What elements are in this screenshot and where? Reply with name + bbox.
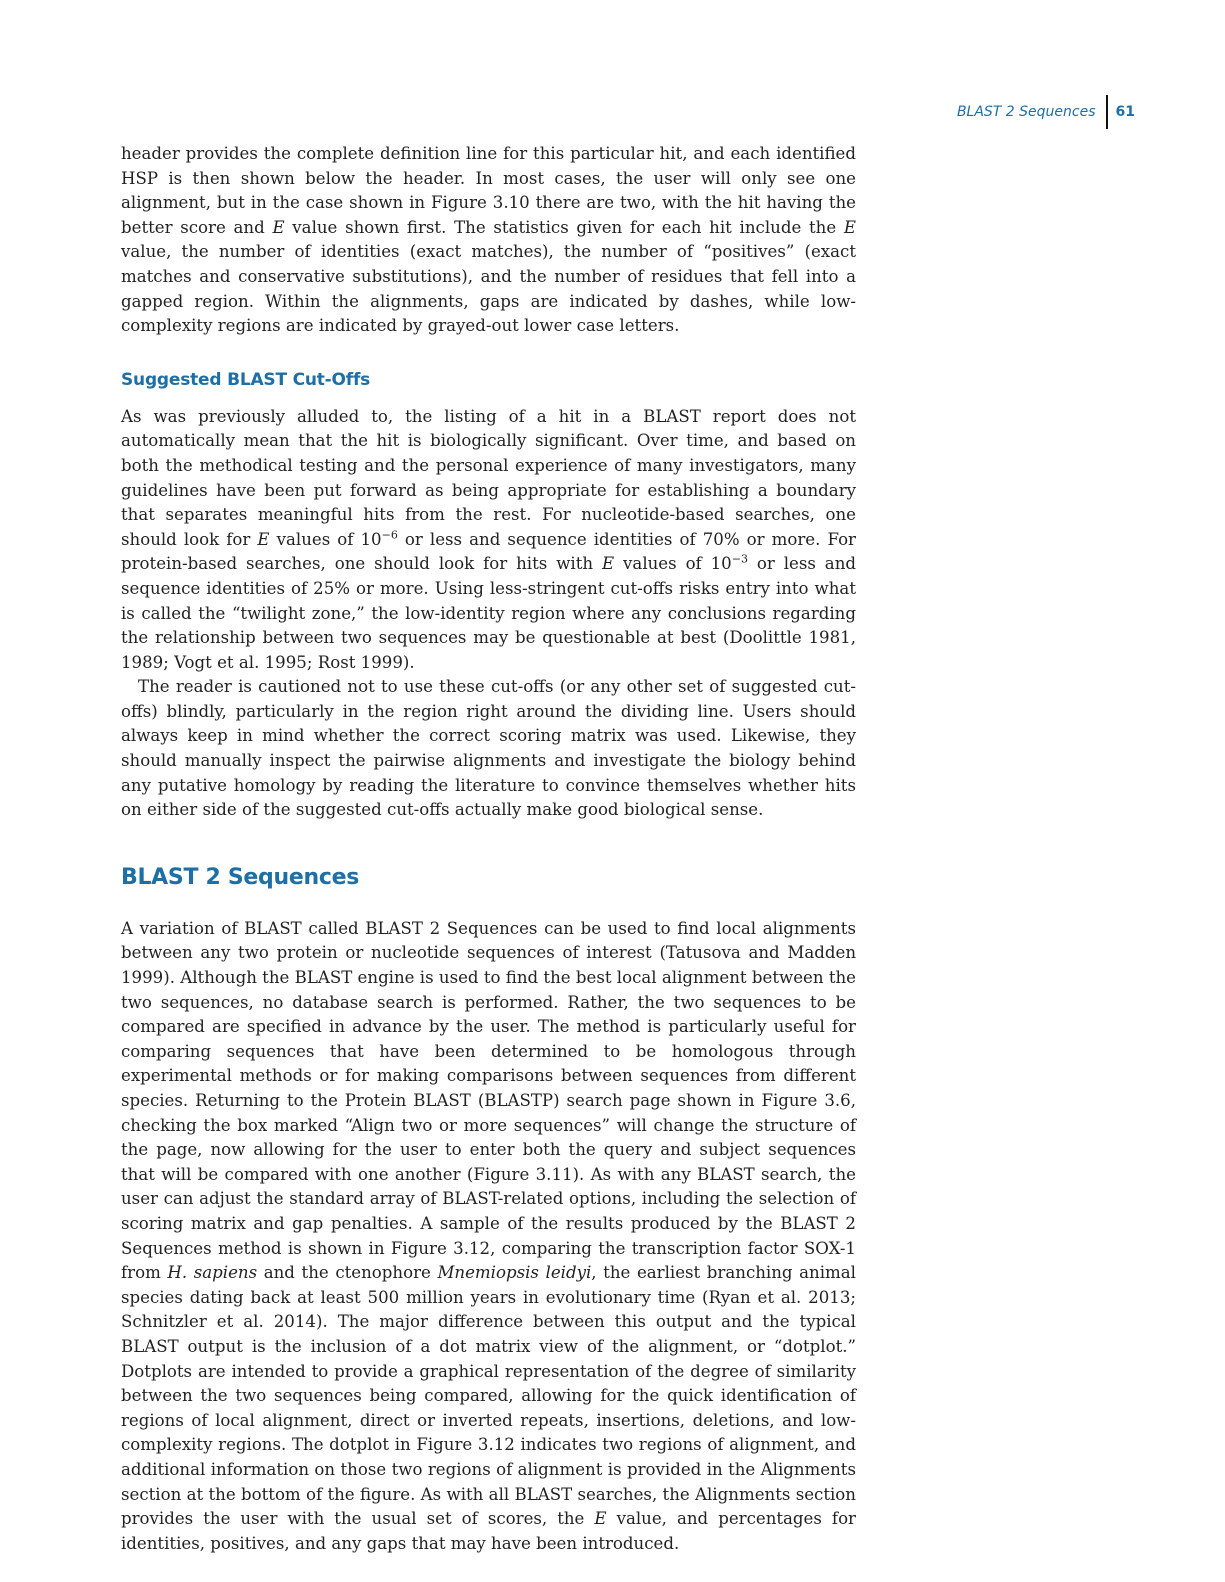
page-body <box>121 142 856 1556</box>
paragraph-blast2: A variation of BLAST called BLAST 2 Sequences can be used to find local alignments between any two protein or nucleotide sequences of interest (Tatusova and Madden 1999). Although the BLAST engine is used to find the best local alignment between the two sequences, no database search is performed. Rather, the two sequences to be compared are specified in advance by the user. The method is particularly useful for comparing sequences that have been determined to be homologous through experimental methods or for making comparisons between sequences from different species. Returning to the Protein BLAST (BLASTP) search page shown in Figure 3.6, checking the box marked “Align two or more sequences” will change the structure of the page, now allowing for the user to enter both the query and subject sequences that will be compared with one another (Figure 3.11). As with any BLAST search, the user can adjust the standard array of BLAST-related options, including the selection of scoring matrix and gap penalties. A sample of the results produced by the BLAST 2 Sequences method is shown in Figure 3.12, comparing the transcription factor SOX-1 from H. sapiens and the ctenophore Mnemiopsis leidyi, the earliest branching animal species dating back at least 500 million years in evolutionary time (Ryan et al. 2013; Schnitzler et al. 2014). The major difference between this output and the typical BLAST output is the inclusion of a dot matrix view of the alignment, or “dotplot.” Dotplots are intended to provide a graphical representation of the degree of similarity between the two sequences being compared, allowing for the quick identification of regions of local alignment, direct or inverted repeats, insertions, deletions, and low-complexity regions. The dotplot in Figure 3.12 indicates two regions of alignment, and additional information on those two regions of alignment is provided in the Alignments section at the bottom of the figure. As with all BLAST searches, the Alignments section provides the user with the usual set of scores, the E value, and percentages for identities, positives, and any gaps that may have been introduced. <box>121 918 856 1553</box>
subheading-cutoffs: Suggested BLAST Cut-Offs <box>121 369 371 390</box>
page-number: 61 <box>1115 104 1135 120</box>
section-heading-blast2: BLAST 2 Sequences <box>121 864 360 890</box>
header-divider <box>1106 95 1108 129</box>
paragraph-alignment-details: header provides the complete definition line for this particular hit, and each identified HSP is then shown below the header. In most cases, the user will only see one alignment, but in the case shown in Figure 3.10 there are two, with the hit having the better score and E value shown first. The statistics given for each hit include the E value, the number of identities (exact matches), the number of “positives” (exact matches and conservative substitutions), and the number of residues that fell into a gapped region. Within the alignments, gaps are indicated by dashes, while low-complexity regions are indicated by grayed-out lower case letters. <box>121 144 856 336</box>
running-head <box>957 95 1135 129</box>
paragraph-caution: The reader is cautioned not to use these cut-offs (or any other set of suggested cut-offs) blindly, particularly in the region right around the dividing line. Users should always keep in mind whether the correct scoring matrix was used. Likewise, they should manually inspect the pairwise alignments and investigate the biology behind any putative homology by reading the literature to convince themselves whether hits on either side of the suggested cut-offs actually make good biological sense. <box>121 677 856 820</box>
running-title: BLAST 2 Sequences <box>956 104 1096 120</box>
paragraph-cutoffs: As was previously alluded to, the listing of a hit in a BLAST report does not automatically mean that the hit is biologically significant. Over time, and based on both the methodical testing and the personal experience of many investigators, many guidelines have been put forward as being appropriate for establishing a boundary that separates meaningful hits from the rest. For nucleotide-based searches, one should look for E values of $10^{-6}$ or less and sequence identities of 70% or more. For protein-based searches, one should look for hits with E values of $10^{-3}$ or less and sequence identities of 25% or more. Using less-stringent cut-offs risks entry into what is called the “twilight zone,” the low-identity region where any conclusions regarding the relationship between two sequences may be questionable at best (Doolittle 1981, 1989; Vogt et al. 1995; Rost 1999). <box>121 406 856 672</box>
